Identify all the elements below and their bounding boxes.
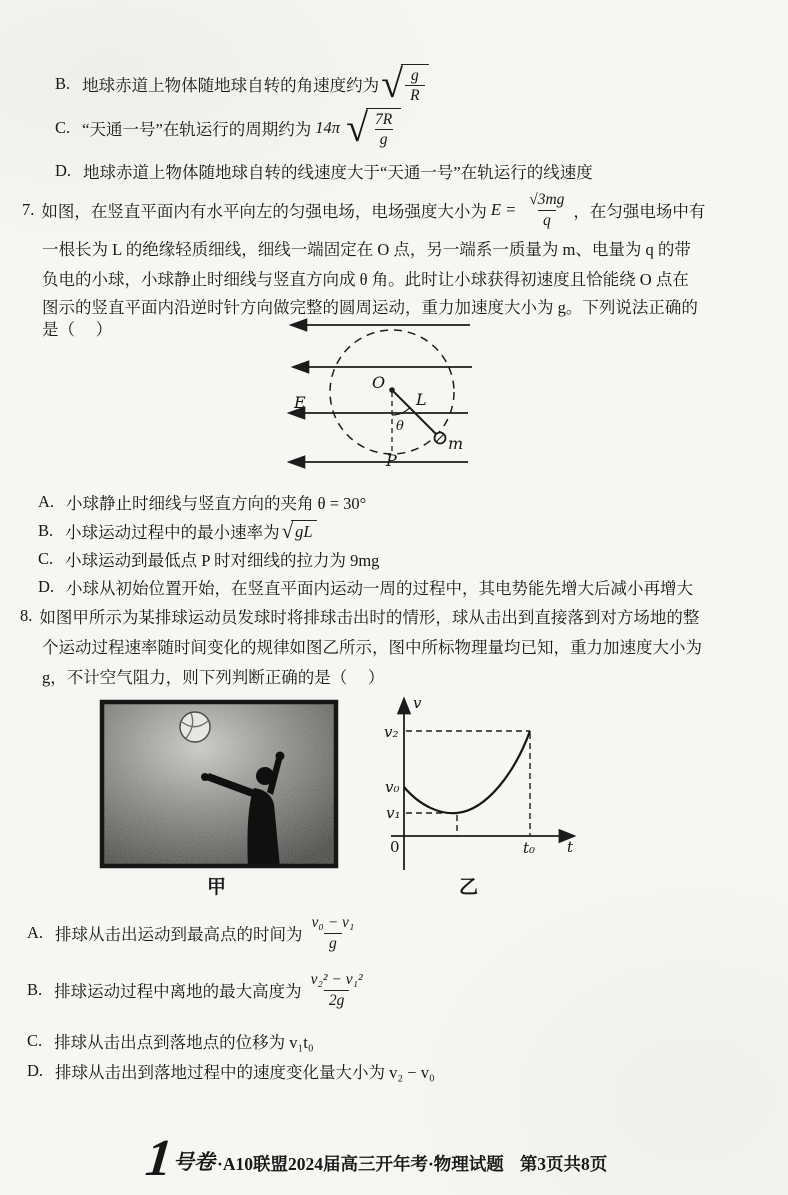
field-label: E — [294, 393, 306, 412]
radical-sign: √ — [281, 518, 294, 543]
sqrt-formula — [346, 105, 401, 150]
option-label: C. — [38, 549, 54, 568]
v2-tick-label: v₂ — [384, 723, 399, 741]
stem-text: 是（ ） — [42, 320, 113, 339]
question-number: 8. — [20, 606, 33, 625]
q6-option-d — [55, 159, 593, 183]
x-axis-label: t — [567, 838, 574, 856]
t0-tick-label: t₀ — [523, 839, 536, 857]
q8-option-a — [27, 907, 363, 959]
radical-sign: √ — [381, 61, 404, 106]
option-label: C. — [55, 118, 71, 137]
q7-option-b — [38, 517, 319, 545]
radicand: $\frac{g}{R}$ — [401, 64, 428, 105]
stem-text: ，在匀强电场中有 — [573, 202, 706, 221]
q7-option-d — [38, 575, 693, 599]
stem-text: 负电的小球，小球静止时细线与竖直方向成 θ 角。此时让小球获得初速度且恰能绕 O 点在 — [42, 270, 689, 289]
option-label: B. — [27, 980, 43, 999]
stem-text: 如图甲所示为某排球运动员发球时将排球击出时的情形，球从击出到直接落到对方场地的整 — [39, 608, 700, 627]
option-text: “天通一号”在轨运行的周期约为 — [82, 120, 312, 139]
q7-stem-line3 — [42, 266, 689, 290]
q7-option-c — [38, 547, 379, 571]
option-label: C. — [27, 1031, 43, 1050]
q6-option-c — [55, 102, 403, 154]
q8-option-c — [27, 1029, 314, 1053]
mass-label: m — [448, 434, 464, 453]
v1-tick-label: v₁ — [386, 804, 401, 822]
stem-text: g，不计空气阻力，则下列判断正确的是（ ） — [42, 668, 385, 687]
brand-suffix: 号卷 — [173, 1150, 215, 1174]
origin-label: O — [372, 373, 386, 392]
option-label: A. — [27, 923, 44, 942]
exam-title: ·A10联盟2024届高三开年考·物理试题 — [217, 1154, 504, 1174]
angle-arc — [392, 408, 410, 415]
option-text: 小球从初始位置开始，在竖直平面内运动一周的过程中，其电势能先增大后减小再增大 — [66, 579, 694, 598]
speed-curve — [404, 731, 530, 813]
radicand: gL — [291, 520, 316, 542]
option-label: D. — [55, 161, 72, 180]
figure-yi-label: 乙 — [459, 877, 479, 898]
q8-stem-line1 — [20, 604, 699, 628]
option-text: 排球从击出到落地过程中的速度变化量大小为 v₂ − v₀ — [55, 1063, 435, 1082]
volleyball-serve-photo — [100, 700, 338, 868]
option-text: 小球运动过程中的最小速率为 — [65, 523, 280, 542]
origin-label: 0 — [390, 838, 400, 856]
lowest-point-label: P — [386, 451, 397, 470]
radicand: $\frac{7R}{g}$ — [366, 108, 401, 149]
option-text: 地球赤道上物体随地球自转的线速度大于“天通一号”在轨运行的线速度 — [83, 163, 593, 182]
q7-stem-line2 — [42, 236, 691, 260]
q7-stem-line1 — [22, 187, 705, 233]
coefficient: 14π — [315, 118, 341, 137]
option-text: 排球从击出点到落地点的位移为 v₁t₀ — [54, 1033, 314, 1052]
page-number: 第3页共8页 — [519, 1154, 608, 1174]
page-footer — [143, 1122, 608, 1188]
option-text: 排球从击出运动到最高点的时间为 — [55, 925, 303, 944]
option-text: 地球赤道上物体随地球自转的角速度约为 — [82, 76, 380, 95]
q8-stem-line2 — [42, 634, 702, 658]
stem-text: 如图，在竖直平面内有水平向左的匀强电场，电场强度大小为 — [41, 202, 487, 221]
question-number: 7. — [22, 200, 35, 219]
q8-option-b — [27, 964, 372, 1016]
y-axis-label: v — [413, 694, 422, 712]
option-label: A. — [38, 492, 55, 511]
q8-stem-line3 — [42, 664, 384, 688]
player-hand — [201, 773, 209, 781]
option-label: B. — [38, 521, 54, 540]
field-strength-fraction: $\frac{√3mg}{q}$ — [529, 191, 565, 229]
option-text: 小球静止时细线与竖直方向的夹角 θ = 30° — [66, 494, 367, 513]
formula-lhs: E = — [490, 200, 517, 219]
brand-numeral: 1 — [143, 1130, 176, 1188]
figure-jia-label: 甲 — [207, 877, 227, 898]
sqrt-formula — [282, 520, 317, 542]
height-fraction: $\frac{\text{v₂² − v₁²}}{2g}$ — [310, 971, 363, 1009]
q8-option-d — [27, 1059, 435, 1083]
pivot-point — [389, 387, 395, 393]
sqrt-formula — [381, 61, 428, 106]
speed-time-graph — [383, 690, 583, 880]
stem-text: 图示的竖直平面内沿逆时针方向做完整的圆周运动，重力加速度大小为 g。下列说法正确的 — [42, 298, 698, 317]
time-fraction: $\frac{\text{v₀ − v₁}}{g}$ — [311, 914, 355, 952]
dashed-guides — [406, 731, 530, 836]
option-label: B. — [55, 74, 71, 93]
option-text: 排球运动过程中离地的最大高度为 — [54, 982, 302, 1001]
volleyball — [180, 712, 210, 742]
q7-option-a — [38, 490, 366, 514]
angle-label: θ — [396, 419, 404, 434]
option-label: D. — [38, 577, 55, 596]
option-text: 小球运动到最低点 P 时对细线的拉力为 9mg — [65, 551, 380, 570]
player-hand — [276, 752, 285, 761]
stem-text: 一根长为 L 的绝缘轻质细线，细线一端固定在 O 点，另一端系一质量为 m、电量为 q 的带 — [42, 240, 691, 259]
q7-stem-line5 — [42, 316, 112, 340]
option-label: D. — [27, 1061, 44, 1080]
v0-tick-label: v₀ — [385, 778, 400, 796]
length-label: L — [416, 390, 427, 409]
stem-text: 个运动过程速率随时间变化的规律如图乙所示，图中所标物理量均已知，重力加速度大小为 — [42, 638, 702, 657]
q7-field-diagram — [278, 313, 483, 471]
radical-sign: √ — [346, 105, 369, 150]
